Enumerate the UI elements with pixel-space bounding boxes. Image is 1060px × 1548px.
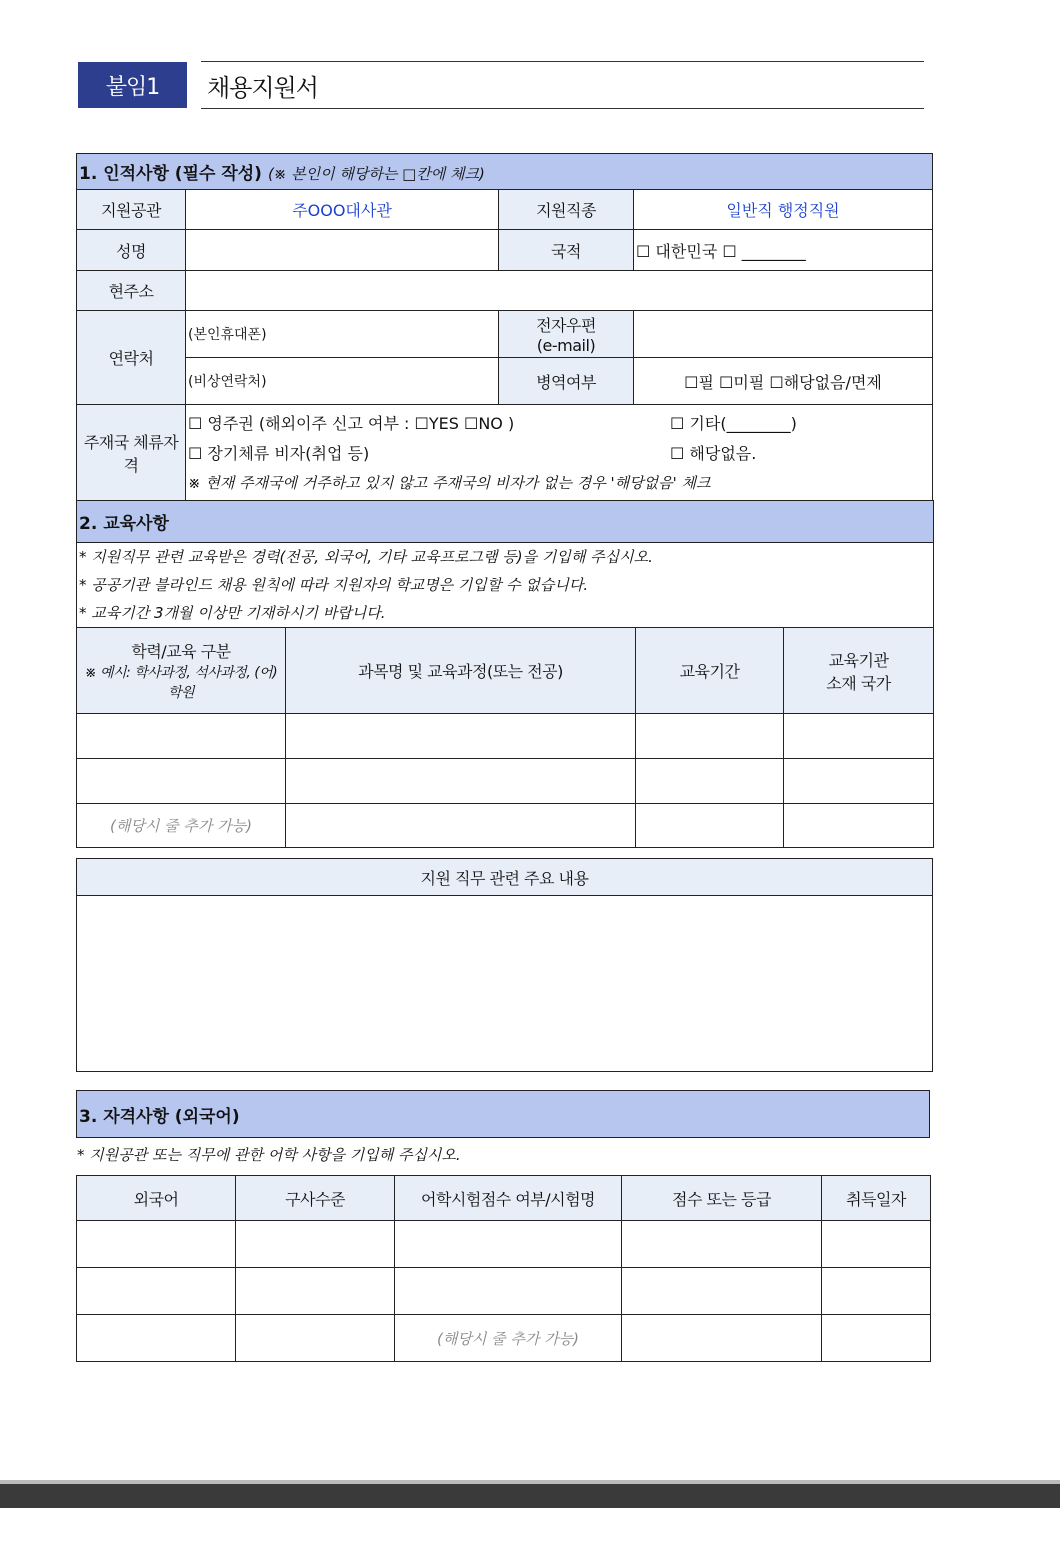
table-cell[interactable] [636, 714, 784, 759]
page-title: 채용지원서 [207, 73, 318, 102]
section2-header: 2. 교육사항 [77, 501, 934, 543]
edu-col-country [784, 628, 934, 714]
mobile-field[interactable]: (본인휴대폰) [186, 311, 499, 358]
email-label [499, 311, 634, 358]
attachment-badge: 붙임1 [78, 62, 187, 108]
table-cell[interactable] [77, 1268, 236, 1315]
military-label: 병역여부 [499, 358, 634, 405]
military-options[interactable]: ☐필 ☐미필 ☐해당없음/면제 [634, 358, 933, 405]
section1-note: (※ 본인이 해당하는 □칸에 체크) [267, 165, 485, 183]
residency-opt-permanent[interactable]: ☐ 영주권 (해외이주 신고 여부 : ☐YES ☐NO ) [188, 414, 515, 433]
table-cell[interactable] [286, 804, 636, 848]
lang-col-date: 취득일자 [822, 1176, 931, 1221]
language-header-table [76, 1090, 930, 1138]
table-row [77, 804, 934, 848]
table-cell[interactable] [77, 714, 286, 759]
apply-office-label: 지원공관 [77, 190, 186, 230]
table-cell[interactable] [622, 1268, 822, 1315]
contact-label: 연락처 [77, 311, 186, 405]
job-type-value[interactable]: 일반직 행정직원 [634, 190, 933, 230]
residency-opt-longterm[interactable]: ☐ 장기체류 비자(취업 등) [188, 444, 370, 463]
education-table [76, 500, 934, 848]
residency-opt-none[interactable]: ☐ 해당없음. [670, 444, 757, 463]
section2-notes [77, 543, 934, 628]
table-cell[interactable] [784, 714, 934, 759]
table-cell[interactable] [622, 1221, 822, 1268]
table-cell[interactable] [77, 1221, 236, 1268]
name-label: 성명 [77, 230, 186, 271]
lang-col-score: 점수 또는 등급 [622, 1176, 822, 1221]
job-type-label: 지원직종 [499, 190, 634, 230]
edu-col-period: 교육기간 [636, 628, 784, 714]
language-table [76, 1175, 931, 1362]
table-cell[interactable] [822, 1268, 931, 1315]
job-content-table [76, 858, 933, 1072]
personal-info-table [76, 153, 933, 501]
table-cell[interactable] [77, 759, 286, 804]
edu-col-type-note: ※ 예시: 학사과정, 석사과정, (어)학원 [84, 665, 278, 701]
table-row [77, 1268, 931, 1315]
lang-col-test: 어학시험점수 여부/시험명 [395, 1176, 622, 1221]
residency-opt-other[interactable]: ☐ 기타(________) [670, 414, 797, 433]
table-cell[interactable] [822, 1315, 931, 1362]
table-cell[interactable] [395, 1268, 622, 1315]
section2-note-3: * 교육기간 3개월 이상만 기재하시기 바랍니다. [79, 604, 386, 622]
address-label: 현주소 [77, 271, 186, 311]
nationality-label: 국적 [499, 230, 634, 271]
table-cell[interactable] [395, 1221, 622, 1268]
table-cell[interactable] [286, 714, 636, 759]
section1-header [77, 154, 933, 190]
lang-add-row-hint[interactable]: (해당시 줄 추가 가능) [395, 1315, 622, 1362]
job-content-field[interactable] [77, 896, 933, 1072]
section1-title: 1. 인적사항 (필수 작성) [79, 164, 262, 184]
section2-note-2: * 공공기관 블라인드 채용 원칙에 따라 지원자의 학교명은 기입할 수 없습니다. [79, 576, 589, 594]
edu-col-country-line2: 소재 국가 [826, 673, 891, 693]
table-cell[interactable] [236, 1268, 395, 1315]
table-cell[interactable] [286, 759, 636, 804]
table-cell[interactable] [822, 1221, 931, 1268]
table-cell[interactable] [236, 1221, 395, 1268]
name-field[interactable] [186, 230, 499, 271]
table-row [77, 759, 934, 804]
lang-col-language: 외국어 [77, 1176, 236, 1221]
job-content-header: 지원 직무 관련 주요 내용 [77, 859, 933, 896]
footer-bar [0, 1484, 1060, 1508]
table-row [77, 1315, 931, 1362]
section3-note: * 지원공관 또는 직무에 관한 어학 사항을 기입해 주십시오. [77, 1146, 461, 1164]
nationality-options[interactable]: ☐ 대한민국 ☐ ________ [634, 230, 933, 271]
lang-col-level: 구사수준 [236, 1176, 395, 1221]
residency-options[interactable] [186, 405, 933, 501]
email-label-line2: (e-mail) [536, 336, 596, 355]
table-cell[interactable] [636, 759, 784, 804]
residency-label: 주재국 체류자격 [77, 405, 186, 501]
table-cell[interactable] [636, 804, 784, 848]
table-row [77, 714, 934, 759]
edu-add-row-hint[interactable]: (해당시 줄 추가 가능) [77, 804, 286, 848]
table-row [77, 1221, 931, 1268]
emergency-field[interactable]: (비상연락처) [186, 358, 499, 405]
edu-col-type [77, 628, 286, 714]
residency-note: ※ 현재 주재국에 거주하고 있지 않고 주재국의 비자가 없는 경우 '해당없음' 체크 [188, 473, 711, 492]
section2-note-1: * 지원직무 관련 교육받은 경력(전공, 외국어, 기타 교육프로그램 등)을 기입해 주십시오. [79, 548, 653, 566]
address-field[interactable] [186, 271, 933, 311]
email-label-line1: 전자우편 [536, 316, 596, 335]
table-cell[interactable] [784, 804, 934, 848]
email-field[interactable] [634, 311, 933, 358]
section3-header: 3. 자격사항 (외국어) [77, 1091, 930, 1138]
table-cell[interactable] [236, 1315, 395, 1362]
table-cell[interactable] [77, 1315, 236, 1362]
table-cell[interactable] [622, 1315, 822, 1362]
edu-col-type-label: 학력/교육 구분 [131, 642, 231, 661]
table-cell[interactable] [784, 759, 934, 804]
apply-office-value[interactable]: 주OOO대사관 [186, 190, 499, 230]
edu-col-course: 과목명 및 교육과정(또는 전공) [286, 628, 636, 714]
edu-col-country-line1: 교육기관 [828, 650, 889, 670]
page-title-wrap [201, 61, 924, 109]
